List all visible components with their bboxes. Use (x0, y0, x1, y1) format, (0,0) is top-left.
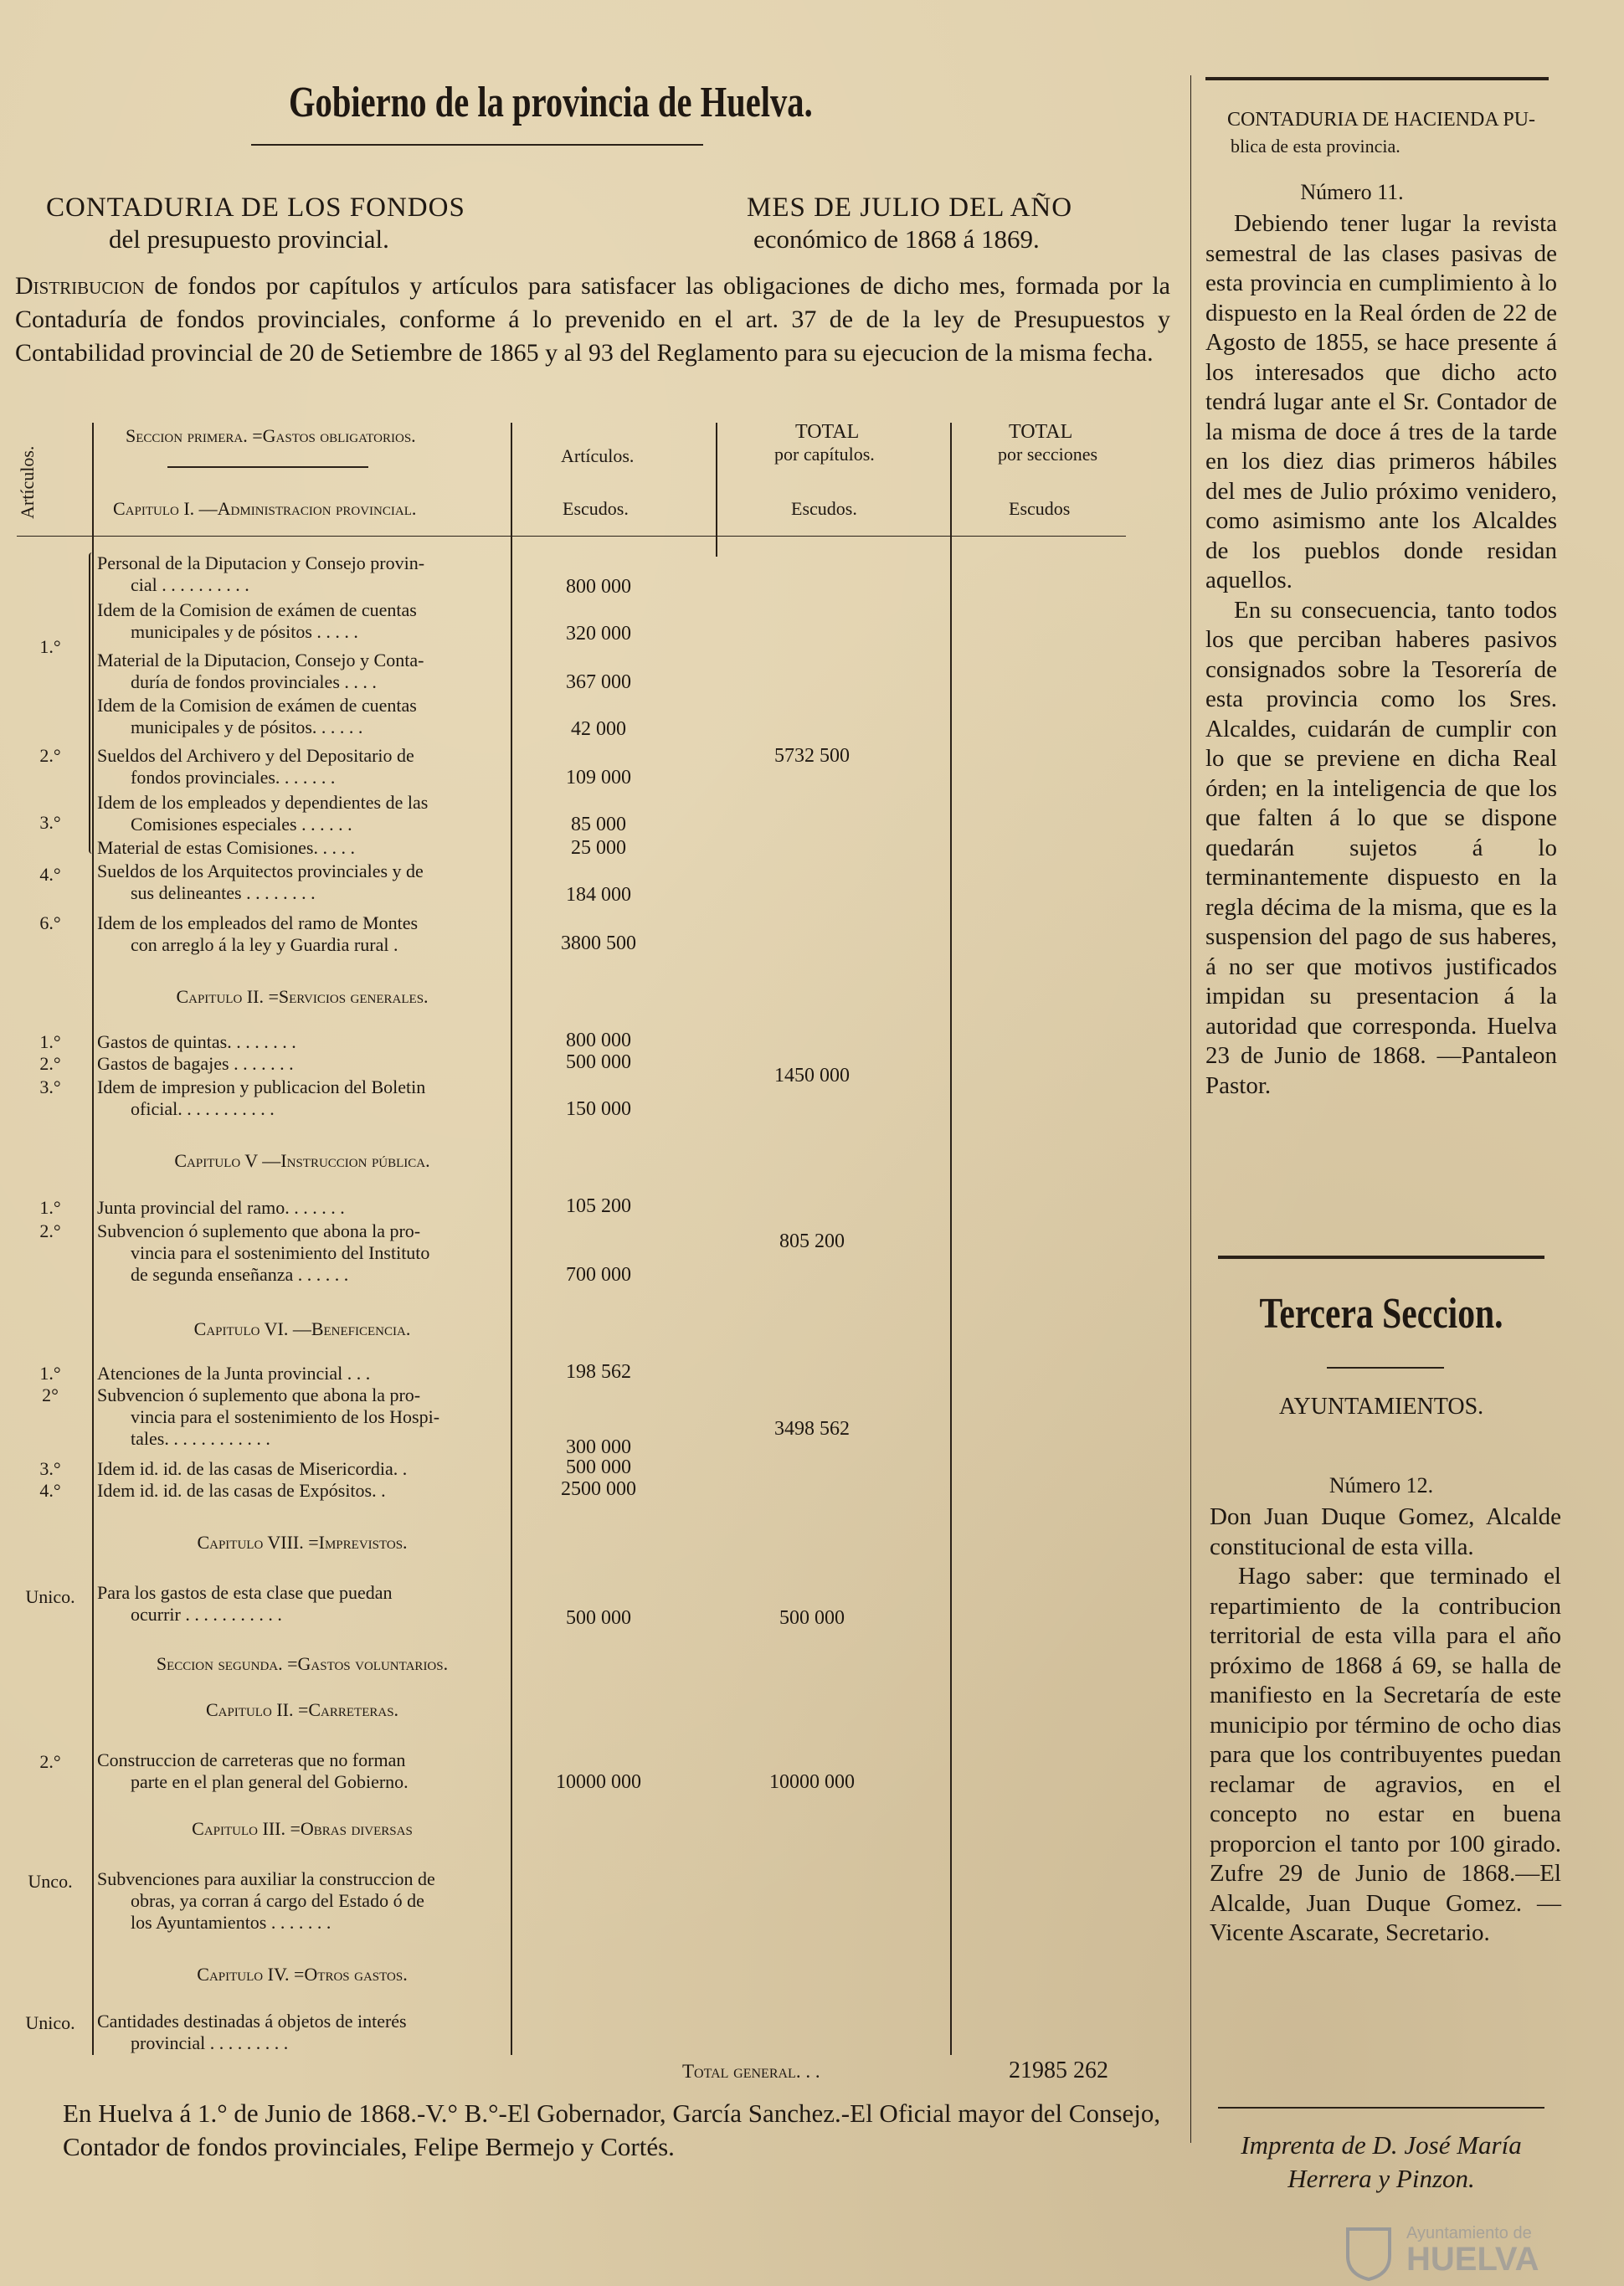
chapter-total: 3498 562 (774, 1418, 850, 1440)
articulos-vertical-header: Artículos. (17, 445, 38, 519)
chapter-heading: Capitulo II. =Carreteras. (205, 1699, 399, 1720)
row-article: 1.° (39, 1363, 61, 1384)
table-row: Gastos de quintas. . . . . . . . (97, 1031, 296, 1052)
intro-paragraph (15, 270, 1170, 370)
row-value: 800 000 (566, 576, 631, 598)
table-row: Idem id. id. de las casas de Expósitos. . (97, 1480, 386, 1501)
col-capitulos-l1: TOTAL (795, 421, 860, 443)
imprenta-l1: Imprenta de D. José María (1241, 2130, 1522, 2160)
notice-11-body (1205, 209, 1557, 1101)
table-row: Idem de impresion y publicacion del Boletin oficial. . . . . . . . . . . (97, 1076, 426, 1119)
footer-signature: En Huelva á 1.° de Junio de 1868.-V.° B.°-El Gobernador, García Sanchez.-El Oficial mayor del Consejo, Contador de fondos provinciales, Felipe Bermejo y Cortés. (63, 2098, 1161, 2161)
row-value: 10000 000 (556, 1771, 641, 1793)
table-row: Junta provincial del ramo. . . . . . . (97, 1197, 345, 1218)
row-article: 1.° (39, 1031, 61, 1052)
table-row: Subvencion ó suplemento que abona la pro- vincia para el sostenimiento del Instituto de segunda enseñanza . . . . . . (97, 1220, 430, 1285)
row-value: 300 000 (566, 1436, 631, 1458)
row-value: 500 000 (566, 1456, 631, 1478)
row-article: 6.° (39, 912, 61, 933)
notice-12-p1: Don Juan Duque Gomez, Alcalde constitucional de esta villa. (1210, 1503, 1561, 1560)
archive-watermark (1339, 2222, 1616, 2281)
col-articulos-unit: Escudos. (563, 498, 629, 519)
row-article: 3.° (39, 812, 61, 833)
table-rule (167, 466, 368, 468)
row-value: 25 000 (571, 837, 626, 859)
notice-11-p2: En su consecuencia, tanto todos los que perciban haberes pasivos consignados sobre la Tesorería de esta provincia como los Sres. Alcaldes, cuidarán de cumplir con lo que se previene en dicha Real órden; en la inteligencia de que los que falten á lo que se dispone quedarán sujetos á lo terminantemente dispuesto en la regla décima de la misma, que es la suspension del pago de sus haberes, á no ser que motivos justificados impidan su presentacion á la autoridad que corresponda. Huelva 23 de Junio de 1868. —Pantaleon Pastor. (1205, 596, 1557, 1099)
table-row: Idem de los empleados del ramo de Montes con arreglo á la ley y Guardia rural . (97, 912, 419, 955)
table-row: Idem de la Comision de exámen de cuentas municipales y de pósitos . . . . . (97, 599, 417, 642)
chapter-heading: Capitulo V —Instruccion pública. (174, 1150, 430, 1171)
table-row: Subvenciones para auxiliar la construccion de obras, ya corran á cargo del Estado ó de los Ayuntamientos . . . . . . . (97, 1868, 435, 1933)
imprenta-l2: Herrera y Pinzon. (1287, 2164, 1475, 2193)
table-header-rule (17, 536, 1126, 537)
table-row: Para los gastos de esta clase que puedan ocurrir . . . . . . . . . . . (97, 1582, 393, 1625)
row-value: 85 000 (571, 814, 626, 835)
col-capitulos-l2: por capítulos. (774, 444, 875, 465)
intro-text: de fondos por capítulos y artículos para satisfacer las obligaciones de dicho mes, formada por la Contaduría de fondos provinciales, conforme á lo prevenido en el art. 37 de de la ley de Presupuestos y Contabilidad provincial de 20 de Setiembre de 1865 y al 93 del Reglamento para su ejecucion de la misma fecha. (15, 272, 1170, 367)
ornament-rule (1327, 1367, 1444, 1369)
table-row: Sueldos de los Arquitectos provinciales y de sus delineantes . . . . . . . . (97, 860, 424, 903)
table-row: Idem de los empleados y dependientes de las Comisiones especiales . . . . . . (97, 792, 429, 835)
notice-12-body (1210, 1503, 1561, 1949)
col-capitulos-unit: Escudos. (791, 498, 857, 519)
notice-11-p1: Debiendo tener lugar la revista semestral de las clases pasivas de esta provincia en cumplimiento à lo dispuesto en la Real órden de 22 de Agosto de 1855, se hace presente á los interesados que dicho acto tendrá lugar ante el Sr. Contador de la misma de doce á tres de la tarde en los diez dias primeros hábiles del mes de Julio próximo venidero, como asimismo ante los Alcaldes de los pueblos donde residan aquellos. (1205, 210, 1557, 593)
row-value: 367 000 (566, 671, 631, 693)
col-secciones-l1: TOTAL (1009, 421, 1073, 443)
cap1-heading: Capitulo I. —Administracion provincial. (113, 498, 417, 519)
watermark-l1: Ayuntamiento de (1406, 2224, 1532, 2242)
chapter-total: 10000 000 (769, 1771, 855, 1793)
row-article: Unico. (25, 1586, 75, 1607)
row-value: 150 000 (566, 1098, 631, 1120)
month-subheader: económico de 1868 á 1869. (753, 224, 1040, 254)
table-row: Idem id. id. de las casas de Misericordia. . (97, 1458, 408, 1479)
table-row: Subvencion ó suplemento que abona la pro- vincia para el sostenimiento de los Hospi- tales. . . . . . . . . . . . (97, 1384, 440, 1449)
row-article: 1.° (39, 1197, 61, 1218)
row-article: Unco. (28, 1871, 73, 1892)
chapter-heading: Capitulo IV. =Otros gastos. (197, 1964, 408, 1985)
watermark-l2: HUELVA (1406, 2241, 1539, 2278)
numero-12: Número 12. (1328, 1473, 1434, 1497)
table-row: Material de la Diputacion, Consejo y Conta- duría de fondos provinciales . . . . (97, 650, 424, 692)
table-row: Sueldos del Archivero y del Depositario de fondos provinciales. . . . . . . (97, 745, 414, 788)
crest-icon (1339, 2222, 1398, 2281)
row-value: 320 000 (566, 623, 631, 645)
row-article: 2.° (39, 1053, 61, 1074)
ayuntamientos-heading: AYUNTAMIENTOS. (1278, 1394, 1484, 1420)
row-value: 500 000 (566, 1607, 631, 1629)
month-header: MES DE JULIO DEL AÑO (747, 193, 1073, 223)
row-article: 2° (42, 1384, 59, 1405)
row-value: 198 562 (566, 1361, 631, 1383)
table-rule (511, 423, 512, 2055)
section2-heading: Seccion segunda. =Gastos voluntarios. (156, 1653, 449, 1674)
column-divider (1190, 75, 1191, 2143)
row-article: 2.° (39, 745, 61, 766)
right-top-rule (1205, 77, 1549, 80)
table-row: Atenciones de la Junta provincial . . . (97, 1363, 371, 1384)
row-article: 3.° (39, 1076, 61, 1097)
row-article: 2.° (39, 1220, 61, 1241)
col-secciones-unit: Escudos (1009, 498, 1071, 519)
table-row: Gastos de bagajes . . . . . . . (97, 1053, 294, 1074)
tercera-seccion-title: Tercera Seccion. (1259, 1290, 1503, 1338)
hacienda-header-l1: CONTADURIA DE HACIENDA PU- (1226, 109, 1536, 131)
numero-11: Número 11. (1300, 180, 1404, 204)
chapter-heading: Capitulo VI. —Beneficencia. (193, 1318, 411, 1339)
chapter-total: 1450 000 (774, 1065, 850, 1086)
title-ornament-rule (251, 144, 703, 146)
row-article: 4.° (39, 1480, 61, 1501)
row-value: 105 200 (566, 1195, 631, 1217)
col-articulos: Artículos. (561, 445, 635, 466)
chapter-heading: Capitulo VIII. =Imprevistos. (197, 1532, 408, 1553)
page-title: Gobierno de la provincia de Huelva. (289, 79, 813, 126)
hacienda-header-l2: blica de esta provincia. (1231, 136, 1400, 157)
intro-lead: Distribucion (15, 272, 145, 300)
table-rule (950, 423, 952, 2055)
table-row: Personal de la Diputacion y Consejo provin- cial . . . . . . . . . . (97, 552, 425, 595)
col-secciones-l2: por secciones (998, 444, 1098, 465)
chapter-total: 805 200 (779, 1230, 845, 1252)
table-row: Idem de la Comision de exámen de cuentas municipales y de pósitos. . . . . . (97, 695, 417, 737)
row-value: 184 000 (566, 884, 631, 906)
notice-12-p2: Hago saber: que terminado el repartimiento de la contribucion territorial de esta villa para el año próximo de 1868 á 69, se halla de manifiesto en la Secretaría de este municipio por término de ocho dias para que los contribuyentes puedan reclamar de agravios, en el concepto no estar en buena proporcion el tanto por 100 girado. Zufre 29 de Junio de 1868.—El Alcalde, Juan Duque Gomez. —Vicente Ascarate, Secretario. (1210, 1563, 1561, 1946)
row-value: 3800 500 (561, 932, 636, 954)
row-value: 109 000 (566, 767, 631, 789)
chapter-heading: Capitulo III. =Obras diversas (192, 1818, 413, 1839)
table-row: Cantidades destinadas á objetos de interés provincial . . . . . . . . . (97, 2011, 407, 2053)
section-rule (1218, 1256, 1544, 1259)
row-article: 2.° (39, 1751, 61, 1772)
row-value: 42 000 (571, 718, 626, 740)
table-rule (716, 423, 717, 557)
row-article: Unico. (25, 2012, 75, 2033)
brace (89, 552, 95, 854)
row-article: 3.° (39, 1458, 61, 1479)
imprenta-rule (1218, 2107, 1544, 2109)
total-general-label: Total general. . . (682, 2061, 820, 2082)
contaduria-subheader: del presupuesto provincial. (109, 224, 389, 254)
chapter-total: 5732 500 (774, 745, 850, 767)
row-value: 500 000 (566, 1051, 631, 1073)
table-row: Material de estas Comisiones. . . . . (97, 837, 355, 858)
row-value: 700 000 (566, 1264, 631, 1286)
contaduria-header: CONTADURIA DE LOS FONDOS (46, 193, 465, 223)
row-value: 2500 000 (561, 1478, 636, 1500)
table-row: Construccion de carreteras que no forman parte en el plan general del Gobierno. (97, 1749, 409, 1792)
chapter-total: 500 000 (779, 1607, 845, 1629)
row-article: 4.° (39, 864, 61, 885)
row-article: 1.° (39, 636, 61, 657)
row-value: 800 000 (566, 1030, 631, 1051)
section1-heading: Seccion primera. =Gastos obligatorios. (126, 425, 416, 446)
chapter-heading: Capitulo II. =Servicios generales. (176, 986, 429, 1007)
total-general-value: 21985 262 (1009, 2057, 1108, 2083)
